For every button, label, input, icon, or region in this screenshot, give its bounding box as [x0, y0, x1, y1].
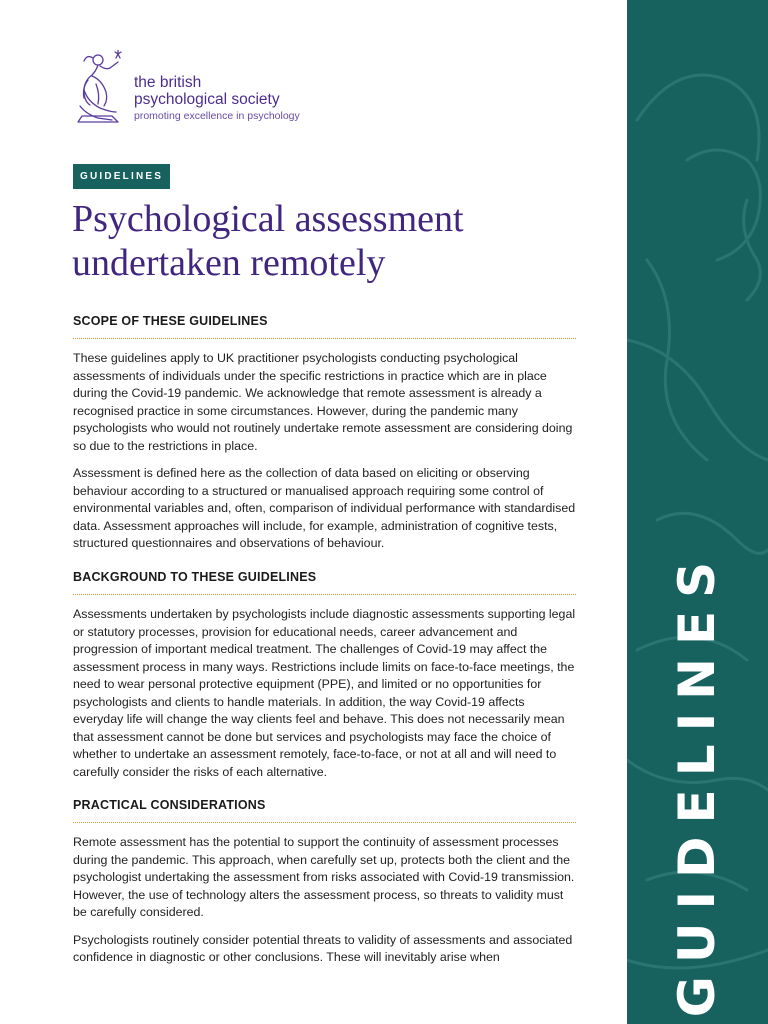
section-scope: [73, 313, 576, 553]
org-name-line1: the british: [134, 74, 202, 91]
section-heading: BACKGROUND TO THESE GUIDELINES: [73, 570, 317, 584]
title-line1: Psychological assessment: [72, 198, 464, 240]
dotted-divider: [73, 594, 576, 595]
paragraph: These guidelines apply to UK practitioner psychologists conducting psychological assessments of individuals under the specific restrictions in practice which are in place during the Covid-19 pandemic. We acknowledge that remote assessment is already a recognised practice in some circumstances. However, during the pandemic many psychologists who would not routinely undertake remote assessment are considering doing so due to the restrictions in place.: [73, 351, 573, 453]
sidebar-guidelines-label: GUIDELINES: [668, 548, 726, 1018]
dotted-divider: [73, 822, 576, 823]
section-background: [73, 569, 576, 781]
document-title: [72, 197, 592, 285]
title-line2: undertaken remotely: [72, 242, 386, 284]
bps-logo: [70, 50, 330, 130]
org-name-line2: psychological society: [134, 91, 280, 108]
dotted-divider: [73, 338, 576, 339]
org-name: [134, 74, 280, 108]
section-practical: [73, 797, 576, 967]
paragraph: Remote assessment has the potential to support the continuity of assessment processes during the pandemic. This approach, when carefully set up, protects both the client and the psychologist undertaking the assessment from risks associated with Covid-19 transmission. However, the use of technology alters the assessment process, so threats to validity must be carefully considered.: [73, 835, 575, 919]
paragraph: Psychologists routinely consider potential threats to validity of assessments and associated confidence in diagnostic or other conclusions. These will inevitably arise when: [73, 932, 573, 964]
paragraph: Assessments undertaken by psychologists include diagnostic assessments supporting legal or statutory processes, provision for educational needs, career advancement and progression of important medical treatment. The challenges of Covid-19 may affect the assessment process in many ways. Restrictions include limits on face-to-face meetings, the need to wear personal protective equipment (PPE), and limited or no opportunities for psychologists and clients to handle materials. In addition, the way Covid-19 affects everyday life will change the way clients feel and behave. This does not necessarily mean that assessment cannot be done but services and psychologists may face the choice of whether to undertake an assessment remotely, face-to-face, or not at all and will need to carefully consider the risks of each alternative.: [73, 607, 576, 779]
paragraph: Assessment is defined here as the collection of data based on eliciting or observing behaviour according to a structured or manualised approach requiring some control of environmental variables and, often, comparison of individual performance with standardised data. Assessment approaches will include, for example, administration of cognitive tests, structured questionnaires and observations of behaviour.: [73, 466, 576, 550]
section-heading: PRACTICAL CONSIDERATIONS: [73, 798, 266, 812]
bps-figure-icon: [70, 50, 130, 126]
section-heading: SCOPE OF THESE GUIDELINES: [73, 314, 268, 328]
org-tagline: promoting excellence in psychology: [134, 110, 300, 122]
document-type-badge: GUIDELINES: [73, 164, 170, 189]
